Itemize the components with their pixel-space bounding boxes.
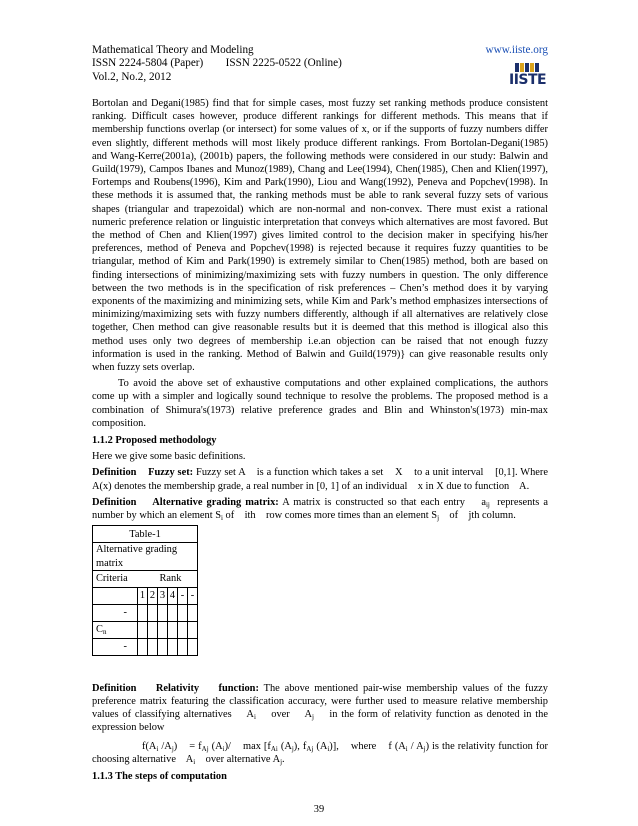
section-heading-methodology: 1.1.2 Proposed methodology xyxy=(92,435,217,447)
table-row xyxy=(93,638,198,655)
journal-issn: ISSN 2224-5804 (Paper) ISSN 2225-0522 (Online) xyxy=(92,57,342,70)
row-label: - xyxy=(93,604,138,621)
definition-relativity xyxy=(92,682,551,735)
journal-title: Mathematical Theory and Modeling xyxy=(92,44,254,56)
definition-fuzzy-set xyxy=(92,466,551,492)
alternative-grading-table xyxy=(92,525,198,655)
rank-col-2: 2 xyxy=(148,587,158,604)
row-label: C xyxy=(96,624,103,636)
definition-fuzzy-set-text: Fuzzy set A is a function which takes a set X to a unit interval [0,1]. Where A(x) denotes the membership grade, a real number in [0, 1] of an individual x in X due to function A. xyxy=(92,467,551,492)
subscript-j: j xyxy=(312,713,314,722)
subscript-ij: ij xyxy=(485,500,494,509)
journal-header xyxy=(92,44,548,84)
criteria-header: Criteria xyxy=(93,570,138,587)
rank-col-5: - xyxy=(178,587,188,604)
row-label: - xyxy=(93,638,138,655)
table-cell xyxy=(93,587,138,604)
rank-col-4: 4 xyxy=(168,587,178,604)
section-heading-steps: 1.1.3 The steps of computation xyxy=(92,770,227,782)
row-label-sub: n xyxy=(102,628,107,637)
definition-grading-text-b: represents a number by which an element S xyxy=(92,496,551,522)
rank-col-6: - xyxy=(188,587,198,604)
definition-relativity-text: The above mentioned pair-wise membership values of the fuzzy preference matrix featuring the classification accuracy, were further used to measure relative membership values of classifying alternatives A xyxy=(92,682,551,721)
page-number: 39 xyxy=(313,804,325,815)
definition-grading-matrix-label: Definition Alternative grading matrix: xyxy=(92,496,279,508)
paragraph-definitions-intro: Here we give some basic definitions. xyxy=(92,451,246,463)
subscript-i: i xyxy=(253,713,256,722)
table-title: Alternative grading matrix xyxy=(93,543,198,570)
article-body xyxy=(92,97,551,786)
relativity-formula: $f(A_i$ $/A_j$) = $f_{Aj}$ $(A_i)/$ $\max [f_{Ai}$ $(A_j)$, $f_{Aj}$ $(A_i)$], where f $(A_i / A_j)$ is the relativity function for choosing alternative $A_i$ over alternative $A_j$. xyxy=(92,740,551,766)
logo-text: IISTE xyxy=(509,72,547,88)
subscript-i: i xyxy=(221,514,223,523)
journal-volume: Vol.2, No.2, 2012 xyxy=(92,70,172,83)
definition-grading-text-c: of ith row comes more times than an element S xyxy=(222,510,438,522)
journal-url-link[interactable]: www.iiste.org xyxy=(485,44,548,56)
paragraph-literature: Bortolan and Degani(1985) find that for simple cases, most fuzzy set ranking methods produce consistent ranking. Difficult cases however, produce different rankings for different methods. This means that if membership functions overlap (or intersect) for some values of x, or if the supports of fuzzy numbers differ even slightly, different methods will most likely produce different rankings. From Bortolan-Degani(1985) and Wang-Kerre(2001a), (2001b) papers, the following methods were considered in our study: Balwin and Guild(1979), Campos Ibanes and Munoz(1989), Chang and Lee(1994), Chen(1985), Chen and Klien(1997), Fortemps and Roubens(1996), Kim and Park(1990), Liou and Wang(1992), Peneva and Popchev(1998). In these methods it is assumed that, the ranking methods must be able to rank several fuzzy sets of various shapes (triangular and trapezoidal) which are non-normal and non-convex. There must exist a rational numeric preference relation or linguistic interpretation that conveys which alternatives are most favored. But the method of Chen and Klien(1997) gives limited control to the decision maker in specifying his/her preferences, method of Peneva and Popchev(1998) is rejected because it requires fuzzy quantities to be triangular, method of Kim and Park(1990) is extremely similar to Chen(1985) method, both are based on finding intersections of minimizing/maximizing sets with fuzzy numbers in question. The only difference between the two methods is in the specification of risk preferences – Chen’s method does it by varying exponents of the maximizing and minimizing sets, while Kim and Park’s method emphasizes intersections of minimizing/maximizing sets with fuzzy numbers differently, although if all alternatives are relatively close together, Chen method can give reasonable results but it is deemed that this method is illogical also this method uses only two degrees of membership i.e.an objection can be raised that not enough fuzzy information is used in the ranking. Method of Balwin and Guild(1979)} can give reasonable results only when fuzzy sets overlap. xyxy=(92,98,548,374)
definition-grading-text-a: A matrix is constructed so that each entry a xyxy=(278,496,486,508)
definition-fuzzy-set-label: Definition Fuzzy set: xyxy=(92,467,194,479)
iiste-logo xyxy=(509,63,545,89)
table-row xyxy=(93,604,198,621)
rank-header: Rank xyxy=(138,570,198,587)
definition-relativity-over: over A xyxy=(255,709,313,721)
table-caption: Table-1 xyxy=(93,526,198,543)
definition-grading-text-d: of jth column. xyxy=(439,510,516,522)
rank-col-1: 1 xyxy=(138,587,148,604)
row-label-cn xyxy=(93,621,138,638)
definition-relativity-tail: in the form of relativity function as denoted in the expression below xyxy=(92,709,551,734)
logo-bars-icon xyxy=(515,63,541,72)
definition-relativity-label: Definition Relativity function: xyxy=(92,682,259,694)
subscript-j: j xyxy=(437,514,440,523)
paragraph-approach: To avoid the above set of exhaustive computations and other explained complications, the authors come up with a simpler and logically sound technique to resolve the problems. The proposed method is a combination of Shimura's(1973) relative preference grades and Blin and Whinston's(1973) min-max composition. xyxy=(92,378,548,429)
table-row xyxy=(93,621,198,638)
rank-col-3: 3 xyxy=(158,587,168,604)
definition-grading-matrix xyxy=(92,496,551,523)
